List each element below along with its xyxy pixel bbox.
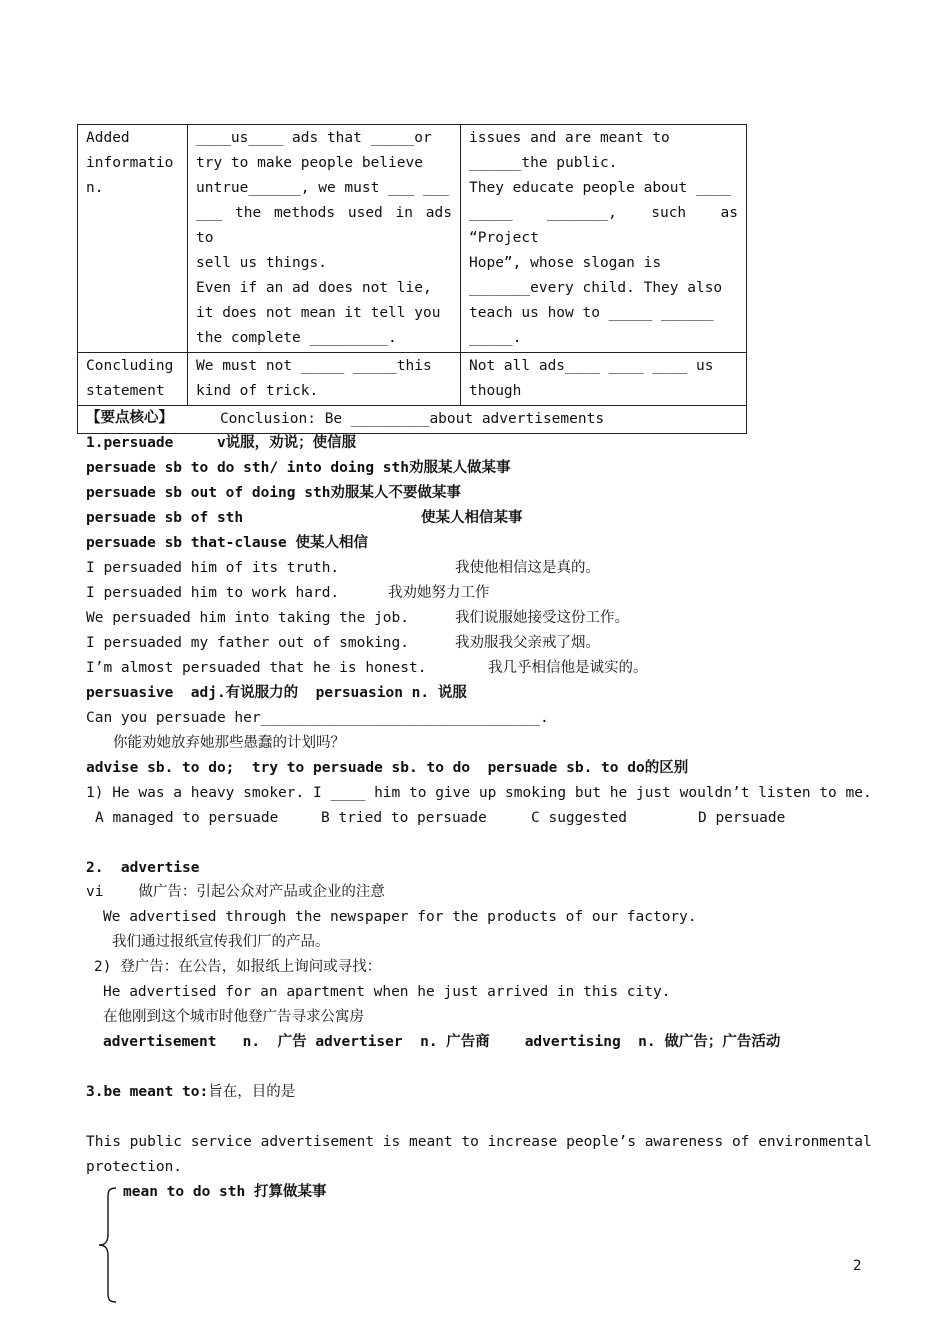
example-sentence: This public service advertisement is meant to increase people’s awareness of environmental [86, 1134, 872, 1150]
cell-line: though [469, 383, 522, 399]
example-translation: 我使他相信这是真的。 [455, 560, 600, 576]
question-translation: 你能劝她放弃她那些愚蠢的计划吗？ [113, 735, 345, 751]
cell-line: try to make people believe [196, 155, 423, 171]
cell-line: untrue______, we must ___ ___ [196, 180, 450, 196]
example-translation: 我劝服我父亲戒了烟。 [455, 635, 600, 651]
definition-vi: vi 做广告：引起公众对产品或企业的注意 [86, 884, 385, 900]
option-c: C suggested [531, 810, 628, 826]
cell-line: kind of trick. [196, 383, 319, 399]
table-cell [461, 125, 747, 353]
cell-line: Hope”, whose slogan is [469, 255, 662, 271]
option-d: D persuade [698, 810, 786, 826]
heading-persuade: 1.persuade v说服，劝说；使信服 [86, 435, 357, 451]
cell-line: _____. [469, 330, 522, 346]
table-row [78, 125, 747, 353]
example-translation: 我劝她努力工作 [388, 585, 490, 601]
table-row [78, 406, 747, 434]
example-sentence: I persuaded him to work hard. [86, 585, 340, 601]
table-row [78, 353, 747, 406]
difference-heading: advise sb. to do; try to persuade sb. to do persuade sb. to do的区别 [86, 760, 689, 776]
cell-line: Even if an ad does not lie, [196, 280, 432, 296]
heading-be-meant-to: 3.be meant to:旨在，目的是 [86, 1084, 296, 1100]
usage-line: persuade sb of sth [86, 510, 244, 526]
cell-line: ____us____ ads that _____or [196, 130, 432, 146]
table-cell [188, 125, 461, 353]
page-number: 2 [853, 1258, 862, 1274]
conclusion-cell: Conclusion: Be _________about advertisements [78, 406, 747, 434]
curly-brace [96, 1186, 120, 1304]
word-forms: advertisement n. 广告 advertiser n. 广告商 advertising n. 做广告；广告活动 [103, 1034, 781, 1050]
option-a: A managed to persuade [95, 810, 279, 826]
cell-line: the complete _________. [196, 330, 397, 346]
usage-line: persuade sb that-clause 使某人相信 [86, 535, 369, 551]
word-forms: persuasive adj.有说服力的 persuasion n. 说服 [86, 685, 467, 701]
example-translation: 我几乎相信他是诚实的。 [488, 660, 648, 676]
cell-line: _____ _______, such as “Project [469, 205, 738, 246]
row-label: Added informatio n. [78, 125, 188, 353]
option-b: B tried to persuade [321, 810, 487, 826]
example-translation: 我们通过报纸宣传我们厂的产品。 [112, 934, 330, 950]
example-sentence-cont: protection. [86, 1159, 183, 1175]
usage-line: persuade sb to do sth/ into doing sth劝服某人做某事 [86, 460, 511, 476]
example-sentence: I’m almost persuaded that he is honest. [86, 660, 427, 676]
table-cell [461, 353, 747, 406]
mc-options [0, 806, 950, 831]
heading-advertise: 2. advertise [86, 860, 200, 876]
mean-to-do: mean to do sth 打算做某事 [123, 1184, 327, 1200]
example-sentence: We advertised through the newspaper for the products of our factory. [103, 909, 697, 925]
example-sentence: I persuaded my father out of smoking. [86, 635, 410, 651]
fill-in-question: Can you persuade her________________________________. [86, 710, 549, 726]
example-sentence: I persuaded him of its truth. [86, 560, 340, 576]
cell-line: We must not _____ _____this [196, 358, 432, 374]
definition-2: 2) 登广告：在公告，如报纸上询问或寻找： [94, 959, 382, 975]
cell-line: issues and are meant to [469, 130, 670, 146]
cell-line: They educate people about ____ [469, 180, 731, 196]
example-translation: 我们说服她接受这份工作。 [455, 610, 629, 626]
cell-line: ______the public. [469, 155, 618, 171]
mc-question: 1) He was a heavy smoker. I ____ him to give up smoking but he just wouldn’t listen to me. [86, 785, 872, 801]
cell-line: it does not mean it tell you [196, 305, 441, 321]
usage-line-cn: 使某人相信某事 [421, 510, 523, 526]
cell-line: sell us things. [196, 255, 327, 271]
example-sentence: He advertised for an apartment when he just arrived in this city. [103, 984, 671, 1000]
cell-line: teach us how to _____ ______ [469, 305, 714, 321]
example-translation: 在他刚到这个城市时他登广告寻求公寓房 [103, 1009, 364, 1025]
usage-line: persuade sb out of doing sth劝服某人不要做某事 [86, 485, 461, 501]
cell-line: Not all ads____ ____ ____ us [469, 358, 714, 374]
row-label: Concluding statement [78, 353, 188, 406]
section-title: 【要点核心】 [86, 410, 173, 426]
cell-line: _______every child. They also [469, 280, 723, 296]
example-sentence: We persuaded him into taking the job. [86, 610, 410, 626]
summary-table [77, 124, 747, 434]
cell-line: ___ the methods used in ads to [196, 205, 452, 246]
table-cell [188, 353, 461, 406]
